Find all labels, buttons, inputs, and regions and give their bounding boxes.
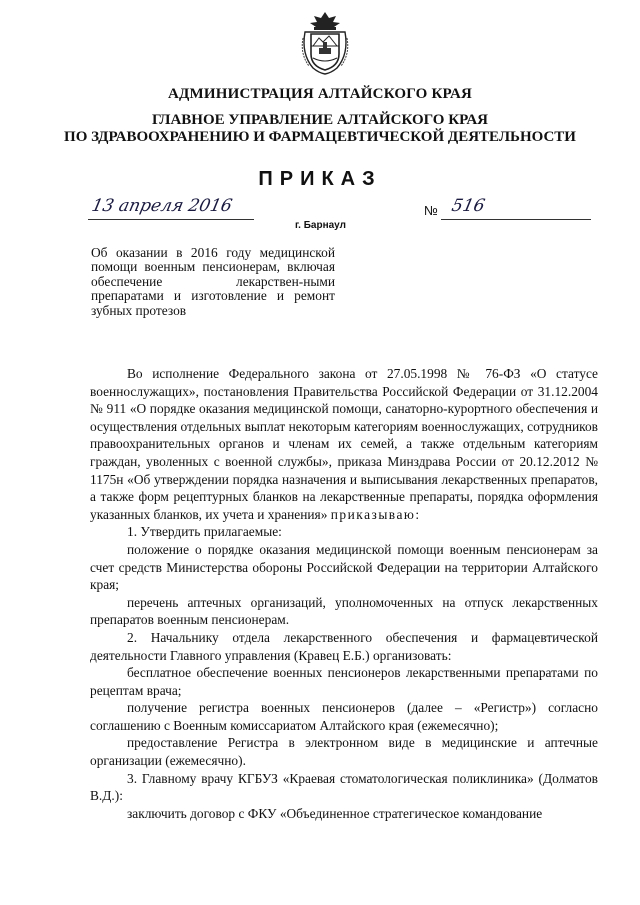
item-2-a: бесплатное обеспечение военных пенсионеров лекарственными препаратами по рецептам врача; [90,665,598,698]
item-1-a: положение о порядке оказания медицинской помощи военным пенсионерам за счет средств Министерства обороны Российской Федерации на территории Алтайского края; [90,541,598,593]
coat-of-arms-icon [299,10,351,76]
order-body [90,365,598,822]
administration-title: АДМИНИСТРАЦИЯ АЛТАЙСКОГО КРАЯ [167,86,473,102]
item-2-b: получение регистра военных пенсионеров (далее – «Регистр») согласно соглашению с Военным комиссариатом Алтайского края (ежемесячно); [90,700,598,733]
document-type: ПРИКАЗ [258,168,382,190]
item-1: 1. Утвердить прилагаемые: [127,524,282,540]
handwritten-date: 13 апреля 2016 [89,196,234,216]
date-underline [88,219,254,220]
handwritten-number: 516 [449,196,487,216]
preamble-paragraph [90,365,598,523]
preamble-text: Во исполнение Федерального закона от 27.05.1998 № 76-ФЗ «О статусе военнослужащих», постановления Правительства Российской Федерации от 31.12.2004 № 911 «О порядке оказания медицинской помощи, санаторно-курортного обеспечения и осуществления отдельных выплат некоторым категориям военнослужащих, сотрудников правоохранительных органов и членам их семей, а также отдельным категориям граждан, уволенных с военной службы», приказа Минздрава России от 20.12.2012 № 1175н «Об утверждении порядка назначения и выписывания лекарственных препаратов, а также форм рецептурных бланков на лекарственные препараты, порядка оформления указанных бланков, их учета и хранения» [90,366,598,522]
number-label: № [424,203,438,218]
prikazyvayu-text: приказываю: [330,506,421,522]
item-2: 2. Начальнику отдела лекарственного обеспечения и фармацевтической деятельности Главного управления (Кравец Е.Б.) организовать: [90,629,598,663]
department-title-line2: ПО ЗДРАВООХРАНЕНИЮ И ФАРМАЦЕВТИЧЕСКОЙ ДЕЯТЕЛЬНОСТИ [64,129,576,145]
city-label: г. Барнаул [295,220,346,231]
item-2-c: предоставление Регистра в электронном виде в медицинские и аптечные организации (ежемесячно). [90,735,598,769]
number-underline [441,219,591,220]
department-title-line1: ГЛАВНОЕ УПРАВЛЕНИЕ АЛТАЙСКОГО КРАЯ [152,112,488,128]
item-3: 3. Главному врачу КГБУЗ «Краевая стоматологическая поликлиника» (Долматов В.Д.): [90,770,598,804]
item-3-a: заключить договор с ФКУ «Объединенное стратегическое командование [127,805,543,821]
item-1-b: перечень аптечных организаций, уполномоченных на отпуск лекарственных препаратов военным пенсионерам. [90,594,598,628]
order-subject: Об оказании в 2016 году медицинской помощи военным пенсионерам, включая обеспечение лекарствен-ными препаратами и изготовление и ремонт зубных протезов [91,245,335,318]
